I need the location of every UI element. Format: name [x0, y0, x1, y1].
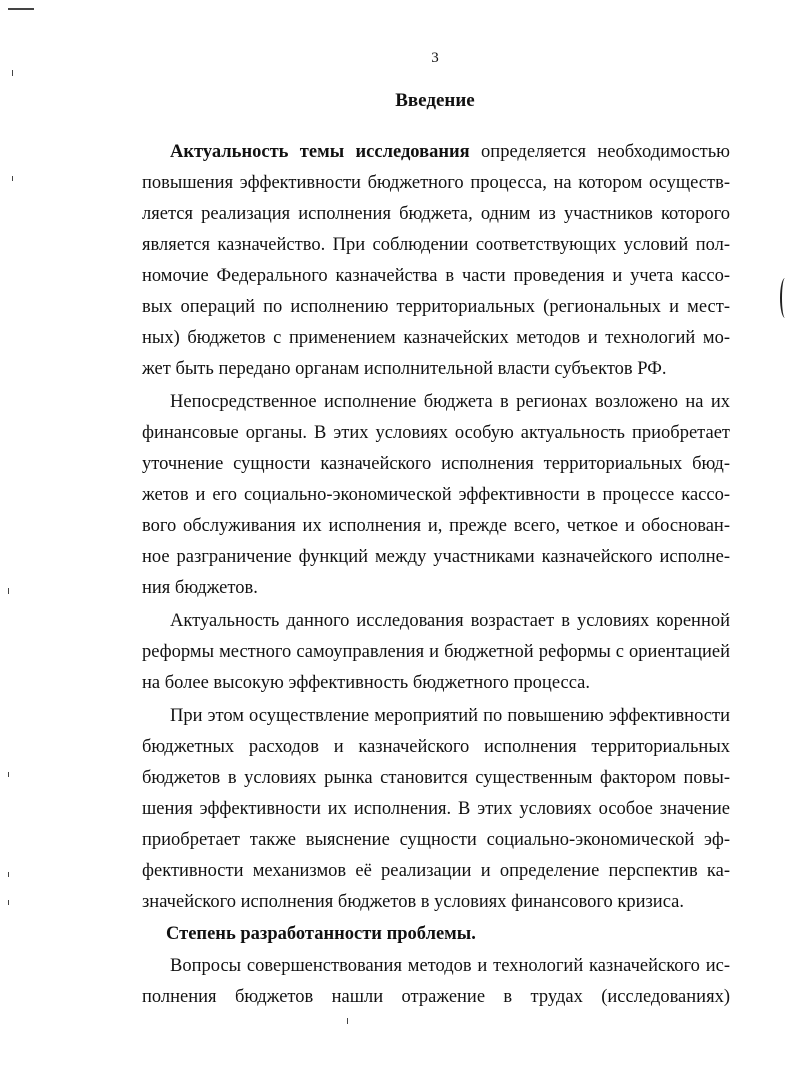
paragraph-2-line-7: ния бюджетов. — [142, 578, 258, 598]
paragraph-1-line-3: ляется реализация исполнения бюджета, одним из участников которого — [142, 204, 730, 224]
paragraph-2-line-1: Непосредственное исполнение бюджета в регионах возложено на их — [170, 392, 730, 412]
paragraph-4-line-6: фективности механизмов её реализации и определение перспектив ка- — [142, 861, 730, 881]
paragraph-4-line-3: бюджетов в условиях рынка становится существенным фактором повы- — [142, 768, 730, 788]
scan-artifact — [12, 176, 13, 181]
paragraph-5-line-2: полнения бюджетов нашли отражение в трудах (исследованиях) — [142, 987, 730, 1007]
page-title: Введение — [395, 90, 475, 111]
scan-artifact — [347, 1018, 348, 1024]
paragraph-2-line-2: финансовые органы. В этих условиях особую актуальность приобретает — [142, 423, 730, 443]
paragraph-1-line-5: номочие Федерального казначейства в части проведения и учета кассо- — [142, 266, 730, 286]
margin-bracket-mark — [780, 278, 790, 318]
paragraph-4-line-7: значейского исполнения бюджетов в условиях финансового кризиса. — [142, 892, 684, 912]
paragraph-4-line-1: При этом осуществление мероприятий по повышению эффективности — [170, 706, 730, 726]
paragraph-2-line-6: ное разграничение функций между участниками казначейского исполне- — [142, 547, 730, 567]
paragraph-4-line-5: приобретает также выяснение сущности социально-экономической эф- — [142, 830, 730, 850]
paragraph-5-line-1: Вопросы совершенствования методов и технологий казначейского ис- — [170, 956, 730, 976]
page-number: 3 — [431, 50, 439, 66]
paragraph-1-line-2: повышения эффективности бюджетного процесса, на котором осуществ- — [142, 173, 730, 193]
scan-artifact — [12, 70, 13, 76]
scan-artifact — [8, 872, 9, 877]
scan-artifact — [8, 900, 9, 905]
paragraph-3-line-2: реформы местного самоуправления и бюджетной реформы с ориентацией — [142, 642, 730, 662]
paragraph-3-line-3: на более высокую эффективность бюджетного процесса. — [142, 673, 590, 693]
paragraph-2-line-3: уточнение сущности казначейского исполнения территориальных бюд- — [142, 454, 730, 474]
paragraph-1-line-7: ных) бюджетов с применением казначейских методов и технологий мо- — [142, 328, 730, 348]
paragraph-1-line-1: Актуальность темы исследования определяется необходимостью — [170, 142, 731, 162]
paragraph-1-line-4: является казначейство. При соблюдении соответствующих условий пол- — [142, 235, 730, 255]
paragraph-2-line-4: жетов и его социально-экономической эффективности в процессе кассо- — [142, 485, 730, 505]
paragraph-1-line-8: жет быть передано органам исполнительной власти субъектов РФ. — [142, 359, 667, 379]
scan-artifact — [8, 8, 34, 10]
relevance-heading: Актуальность темы исследования — [170, 142, 470, 162]
paragraph-4-line-2: бюджетных расходов и казначейского исполнения территориальных — [142, 737, 730, 757]
paragraph-1-line-6: вых операций по исполнению территориальных (региональных и мест- — [142, 297, 730, 317]
paragraph-4-line-4: шения эффективности их исполнения. В этих условиях особое значение — [142, 799, 730, 819]
scan-artifact — [8, 772, 9, 777]
paragraph-2-line-5: вого обслуживания их исполнения и, прежде всего, четкое и обоснован- — [142, 516, 730, 536]
paragraph-3-line-1: Актуальность данного исследования возрастает в условиях коренной — [170, 611, 730, 631]
scan-artifact — [8, 588, 9, 594]
section-heading: Степень разработанности проблемы. — [166, 924, 476, 944]
